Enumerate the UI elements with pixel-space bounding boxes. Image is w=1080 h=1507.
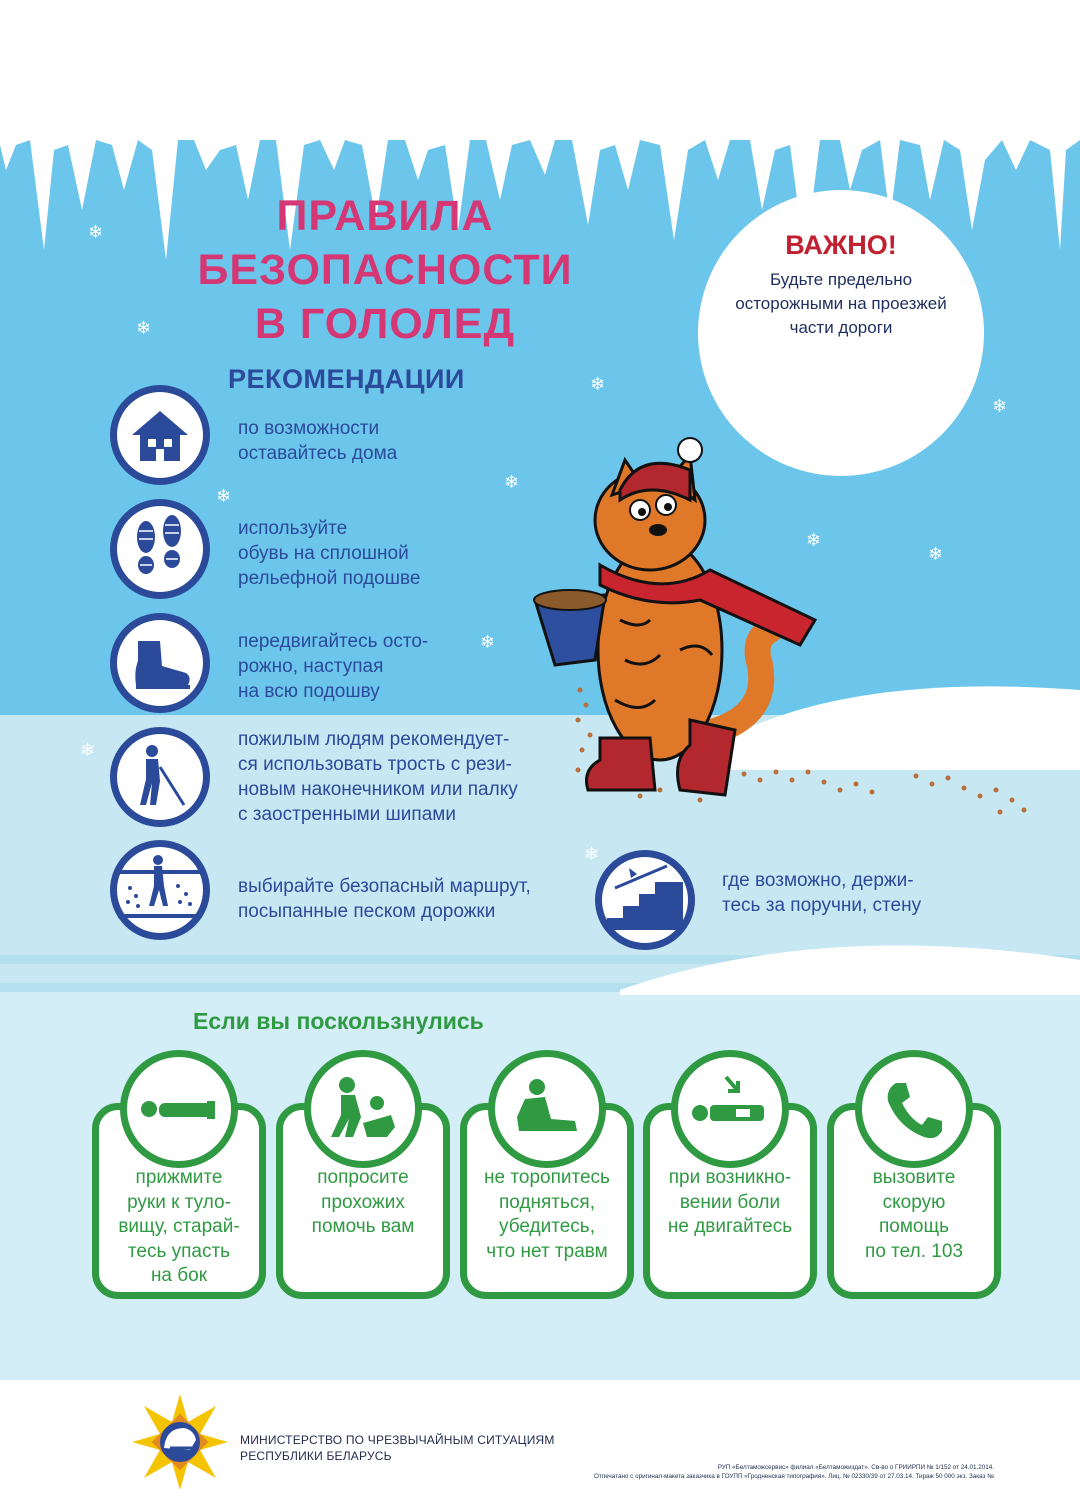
phone-icon — [862, 1057, 966, 1161]
recommendation-text — [238, 874, 531, 924]
recommendation-line: обувь на сплошной — [238, 543, 409, 564]
fallen-tip-line: убедитесь, — [499, 1216, 595, 1237]
lying-person-icon — [127, 1057, 231, 1161]
elderly-cane-icon — [108, 725, 212, 829]
recommendation-text — [238, 727, 518, 827]
recommendation-line: посыпанные песком дорожки — [238, 901, 496, 922]
important-line: Будьте предельно — [769, 270, 913, 289]
fallen-tip-line: что нет травм — [486, 1240, 608, 1262]
recommendation-line: используйте — [238, 518, 348, 539]
fallen-tip-line: прижмите — [135, 1167, 223, 1188]
shoe-soles-icon — [108, 497, 212, 601]
fallen-tip-line: подняться, — [499, 1191, 595, 1213]
imprint-line: Отпечатано с оригинал-макета заказчика в ГОУПП «Гродненская типография». Лиц. № 02330/39 от 27.03.14. Тираж 50 000 экз. Заказ № — [594, 1473, 994, 1480]
injured-person-icon — [678, 1057, 782, 1161]
svg-text:❄: ❄ — [88, 222, 104, 243]
svg-text:❄: ❄ — [216, 486, 232, 507]
svg-text:❄: ❄ — [806, 530, 822, 551]
recommendation-line: оставайтесь дома — [238, 443, 398, 464]
fallen-tip-text — [827, 1166, 1001, 1264]
fallen-tip-line: скорую — [882, 1191, 946, 1213]
fallen-tip-line: не торопитесь — [484, 1167, 610, 1188]
handrail-stairs-icon — [593, 848, 697, 952]
recommendations-heading: РЕКОМЕНДАЦИИ — [228, 364, 465, 394]
poster-title-line-2: БЕЗОПАСНОСТИ — [197, 246, 573, 294]
recommendation-line: по возможности — [238, 418, 380, 439]
recommendation-line: новым наконечником или палку — [238, 779, 518, 800]
svg-text:❄: ❄ — [992, 396, 1008, 417]
important-title: ВАЖНО! — [785, 230, 897, 260]
print-imprint — [594, 1463, 994, 1481]
fallen-tip-text — [276, 1166, 450, 1240]
fallen-tip-line: не двигайтесь — [667, 1216, 793, 1237]
recommendation-line: пожилым людям рекомендует- — [238, 729, 510, 750]
fallen-tip-line: вызовите — [872, 1167, 956, 1188]
fallen-tip-line: помочь вам — [311, 1216, 415, 1237]
important-line: осторожными на проезжей — [735, 294, 947, 313]
imprint-line: РУП «Белтаможсервис» филиал «Белтаможиздат». Св-во о ГРИИРПИ № 1/152 от 24.01.2014. — [717, 1464, 994, 1471]
fallen-tip-text — [92, 1166, 266, 1289]
sanded-path-icon — [108, 838, 212, 942]
recommendation-line: ся использовать трость с рези- — [238, 754, 512, 775]
fallen-tip-line: помощь — [878, 1216, 950, 1237]
svg-text:❄: ❄ — [928, 544, 944, 565]
ministry-emblem-icon — [130, 1392, 230, 1492]
handrail-line: где возможно, держи- — [722, 870, 914, 891]
svg-text:❄: ❄ — [480, 632, 496, 653]
boot-icon — [108, 611, 212, 715]
fallen-tip-line: руки к туло- — [127, 1191, 231, 1213]
fallen-tip-line: тесь упасть — [127, 1240, 231, 1262]
house-icon — [108, 383, 212, 487]
fallen-tip-line: вищу, старай- — [118, 1216, 240, 1237]
svg-text:❄: ❄ — [136, 318, 152, 339]
recommendation-line: с заостренными шипами — [238, 804, 456, 825]
recommendation-line: выбирайте безопасный маршрут, — [238, 876, 531, 897]
svg-text:❄: ❄ — [80, 740, 96, 761]
fallen-tip-text — [643, 1166, 817, 1240]
svg-text:❄: ❄ — [590, 374, 606, 395]
handrail-text — [722, 868, 921, 918]
fallen-tip-line: вении боли — [679, 1191, 781, 1213]
recommendation-line: рожно, наступая — [238, 656, 384, 677]
poster-title-line-1: ПРАВИЛА — [276, 192, 494, 240]
fallen-tip-text — [460, 1166, 634, 1264]
fallen-tip-line: попросите — [317, 1167, 409, 1188]
fallen-tip-line: прохожих — [321, 1191, 405, 1213]
ministry-name — [240, 1432, 555, 1464]
fallen-tip-line: по тел. 103 — [865, 1240, 963, 1262]
recommendation-text — [238, 416, 397, 466]
recommendation-text — [238, 629, 428, 704]
svg-text:❄: ❄ — [504, 472, 520, 493]
ministry-line: МИНИСТЕРСТВО ПО ЧРЕЗВЫЧАЙНЫМ СИТУАЦИЯМ — [240, 1433, 555, 1447]
ministry-line: РЕСПУБЛИКИ БЕЛАРУСЬ — [240, 1449, 392, 1463]
important-line: части дороги — [789, 318, 893, 337]
fallen-tip-line: при возникно- — [668, 1167, 792, 1188]
fallen-heading: Если вы поскользнулись — [193, 1008, 484, 1034]
recommendation-text — [238, 516, 420, 591]
svg-text:❄: ❄ — [584, 844, 600, 865]
recommendation-line: на всю подошву — [238, 681, 380, 702]
important-text — [698, 268, 984, 340]
snowdrift — [620, 945, 1080, 995]
handrail-line: тесь за поручни, стену — [722, 895, 922, 916]
sitting-person-icon — [495, 1057, 599, 1161]
recommendation-line: рельефной подошве — [238, 568, 421, 589]
fallen-tip-line: на бок — [150, 1265, 208, 1286]
poster-title-line-3: В ГОЛОЛЕД — [254, 300, 516, 348]
helping-person-icon — [311, 1057, 415, 1161]
recommendation-line: передвигайтесь осто- — [238, 631, 429, 652]
